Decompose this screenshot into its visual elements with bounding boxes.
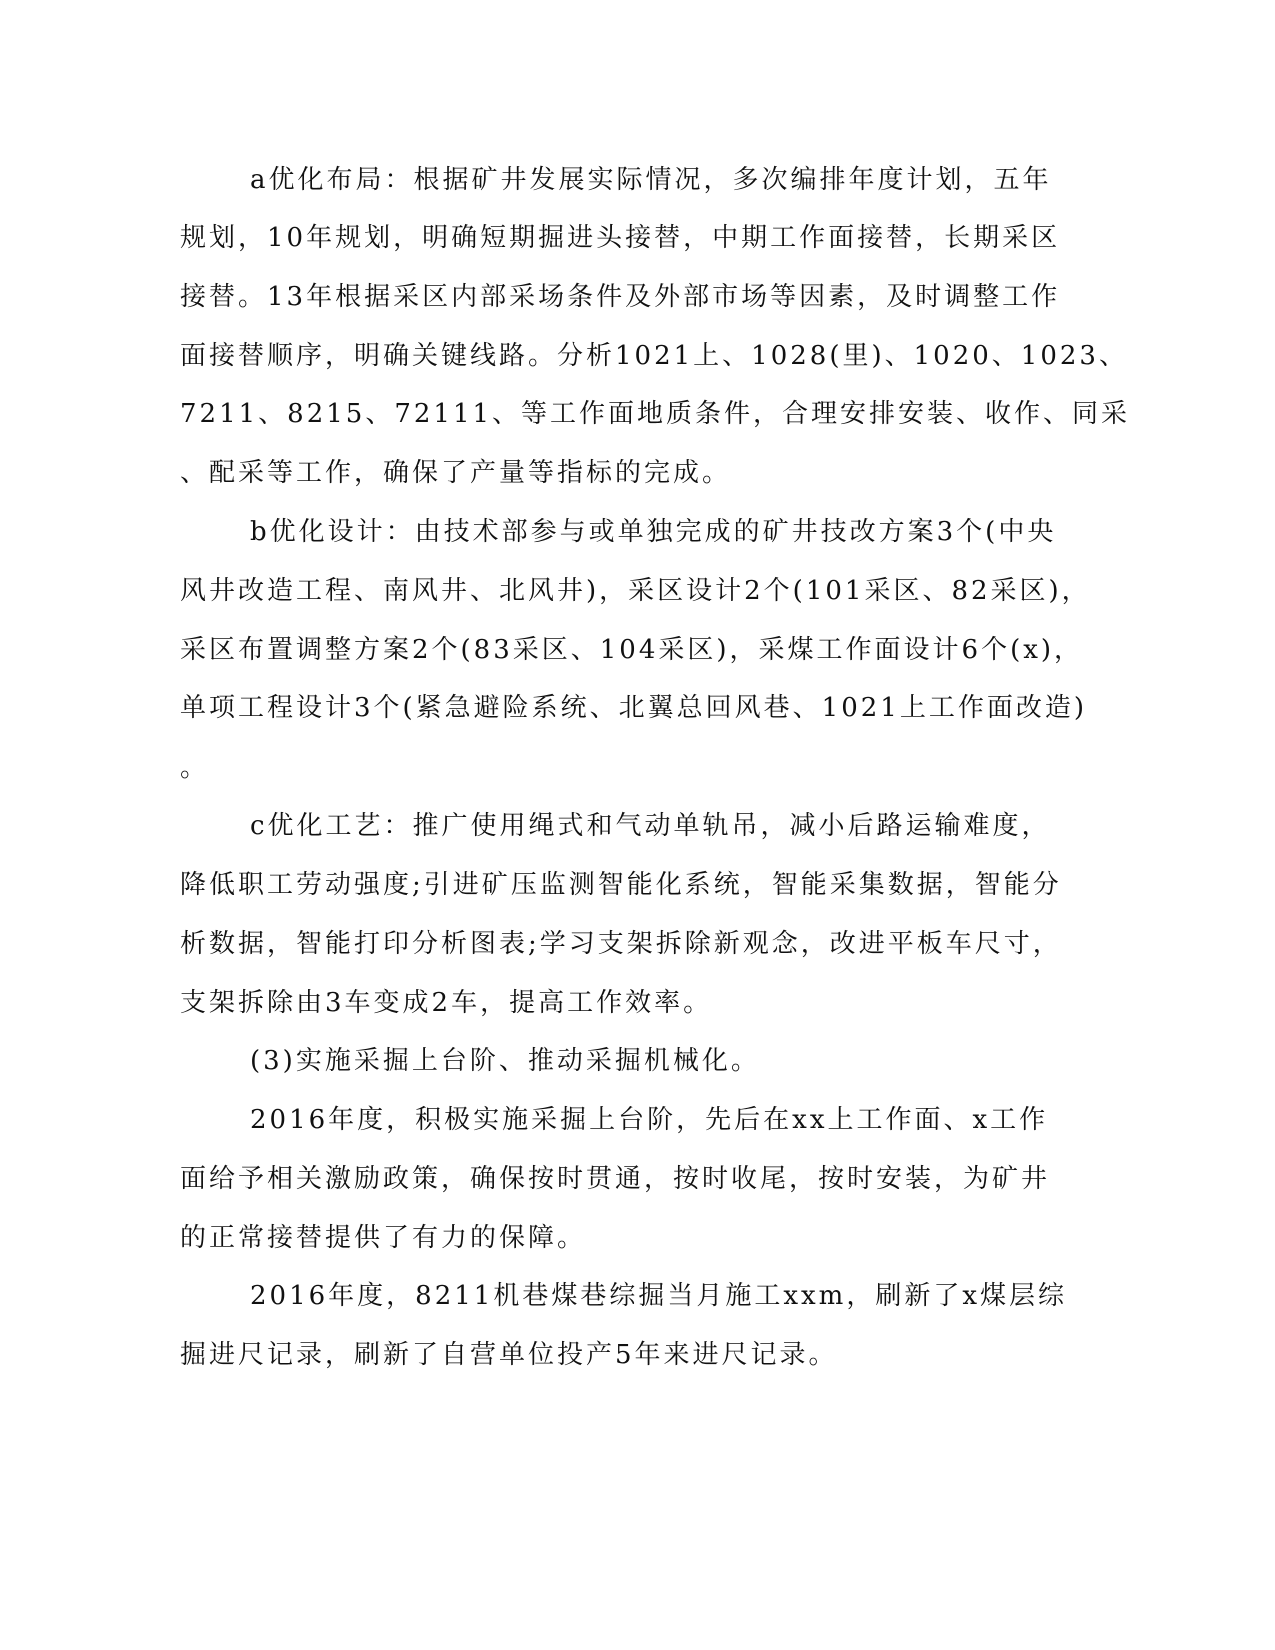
text-line: a优化布局：根据矿井发展实际情况，多次编排年度计划，五年 [250, 165, 1052, 195]
text-line: 风井改造工程、南风井、北风井)，采区设计2个(101采区、82采区)， [180, 576, 1091, 606]
text-line: 、配采等工作，确保了产量等指标的完成。 [180, 458, 732, 488]
text-line: c优化工艺：推广使用绳式和气动单轨吊，减小后路运输难度， [250, 811, 1051, 841]
text-line: 7211、8215、72111、等工作面地质条件，合理安排安装、收作、同采 [180, 399, 1131, 429]
text-line: 面接替顺序，明确关键线路。分析1021上、1028(里)、1020、1023、 [180, 341, 1128, 371]
text-line: (3)实施采掘上台阶、推动采掘机械化。 [250, 1046, 760, 1076]
text-line: 2016年度，8211机巷煤巷综掘当月施工xxm，刷新了x煤层综 [250, 1281, 1067, 1311]
text-line: 掘进尺记录，刷新了自营单位投产5年来进尺记录。 [180, 1340, 838, 1370]
text-line: 单项工程设计3个(紧急避险系统、北翼总回风巷、1021上工作面改造) [180, 693, 1087, 723]
text-line: 析数据，智能打印分析图表;学习支架拆除新观念，改进平板车尺寸， [180, 929, 1062, 959]
text-line: 接替。13年根据采区内部采场条件及外部市场等因素，及时调整工作 [180, 282, 1061, 312]
text-line: 降低职工劳动强度;引进矿压监测智能化系统，智能采集数据，智能分 [180, 870, 1062, 900]
text-line: 的正常接替提供了有力的保障。 [180, 1223, 587, 1253]
text-line: 采区布置调整方案2个(83采区、104采区)，采煤工作面设计6个(x)， [180, 635, 1084, 665]
text-line: 2016年度，积极实施采掘上台阶，先后在xx上工作面、x工作 [250, 1105, 1049, 1135]
text-line: 规划，10年规划，明确短期掘进头接替，中期工作面接替，长期采区 [180, 223, 1061, 253]
text-line: 支架拆除由3车变成2车，提高工作效率。 [180, 988, 713, 1018]
text-line: b优化设计：由技术部参与或单独完成的矿井技改方案3个(中央 [250, 517, 1057, 547]
text-line: 面给予相关激励政策，确保按时贯通，按时收尾，按时安装，为矿井 [180, 1164, 1051, 1194]
text-line: 。 [180, 753, 210, 783]
